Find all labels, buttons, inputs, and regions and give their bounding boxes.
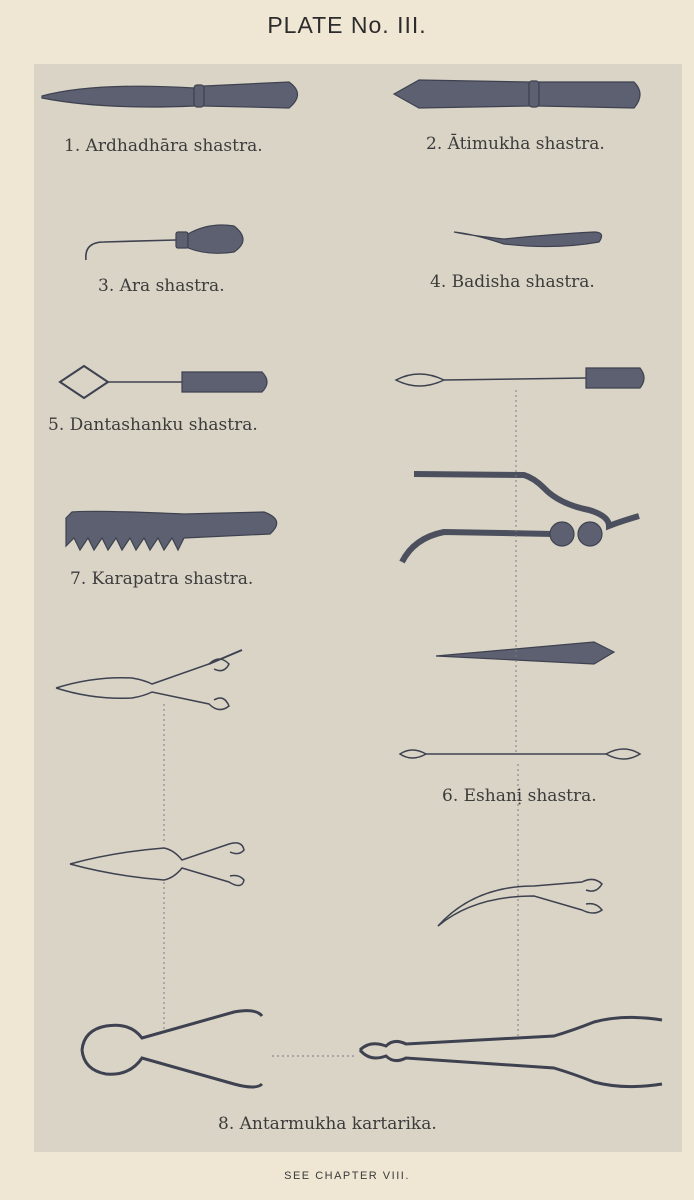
label-dantashanku: 5. Dantashanku shastra. <box>48 415 258 435</box>
label-ardhadhara: 1. Ardhadhāra shastra. <box>64 136 263 156</box>
label-antarmukha: 8. Antarmukha kartarika. <box>218 1114 437 1134</box>
dotted-connectors <box>164 390 518 1056</box>
dantashanku-icon <box>60 366 267 398</box>
atimukha-knife-icon <box>394 80 640 108</box>
badisha-hook-icon <box>454 232 602 247</box>
plate-title: PLATE No. III. <box>267 12 427 38</box>
scissors-open-icon <box>56 650 242 710</box>
eshani-probe-handle-icon <box>396 368 644 388</box>
curved-retractor-icon <box>402 474 639 562</box>
instruments-drawing <box>34 64 682 1152</box>
plate-illustration <box>34 64 682 1152</box>
label-atimukha: 2. Ātimukha shastra. <box>426 134 605 154</box>
label-ara: 3. Ara shastra. <box>98 276 225 296</box>
forceps-left-icon <box>82 1011 262 1087</box>
forceps-right-icon <box>360 1017 662 1086</box>
footer-note: SEE CHAPTER VIII. <box>284 1170 410 1182</box>
ardhadhara-knife-icon <box>42 82 298 108</box>
curved-scissors-icon <box>438 879 602 926</box>
label-karapatra: 7. Karapatra shastra. <box>70 569 254 589</box>
label-badisha: 4. Badisha shastra. <box>430 272 595 292</box>
label-eshani: 6. Eshanị shastra. <box>442 786 597 806</box>
karapatra-saw-icon <box>66 511 277 550</box>
ring-icon <box>578 522 602 546</box>
ara-awl-icon <box>86 225 243 260</box>
double-probe-icon <box>400 749 640 759</box>
scissors-closed-icon <box>70 843 244 886</box>
spear-probe-icon <box>436 642 614 664</box>
ring-icon <box>550 522 574 546</box>
